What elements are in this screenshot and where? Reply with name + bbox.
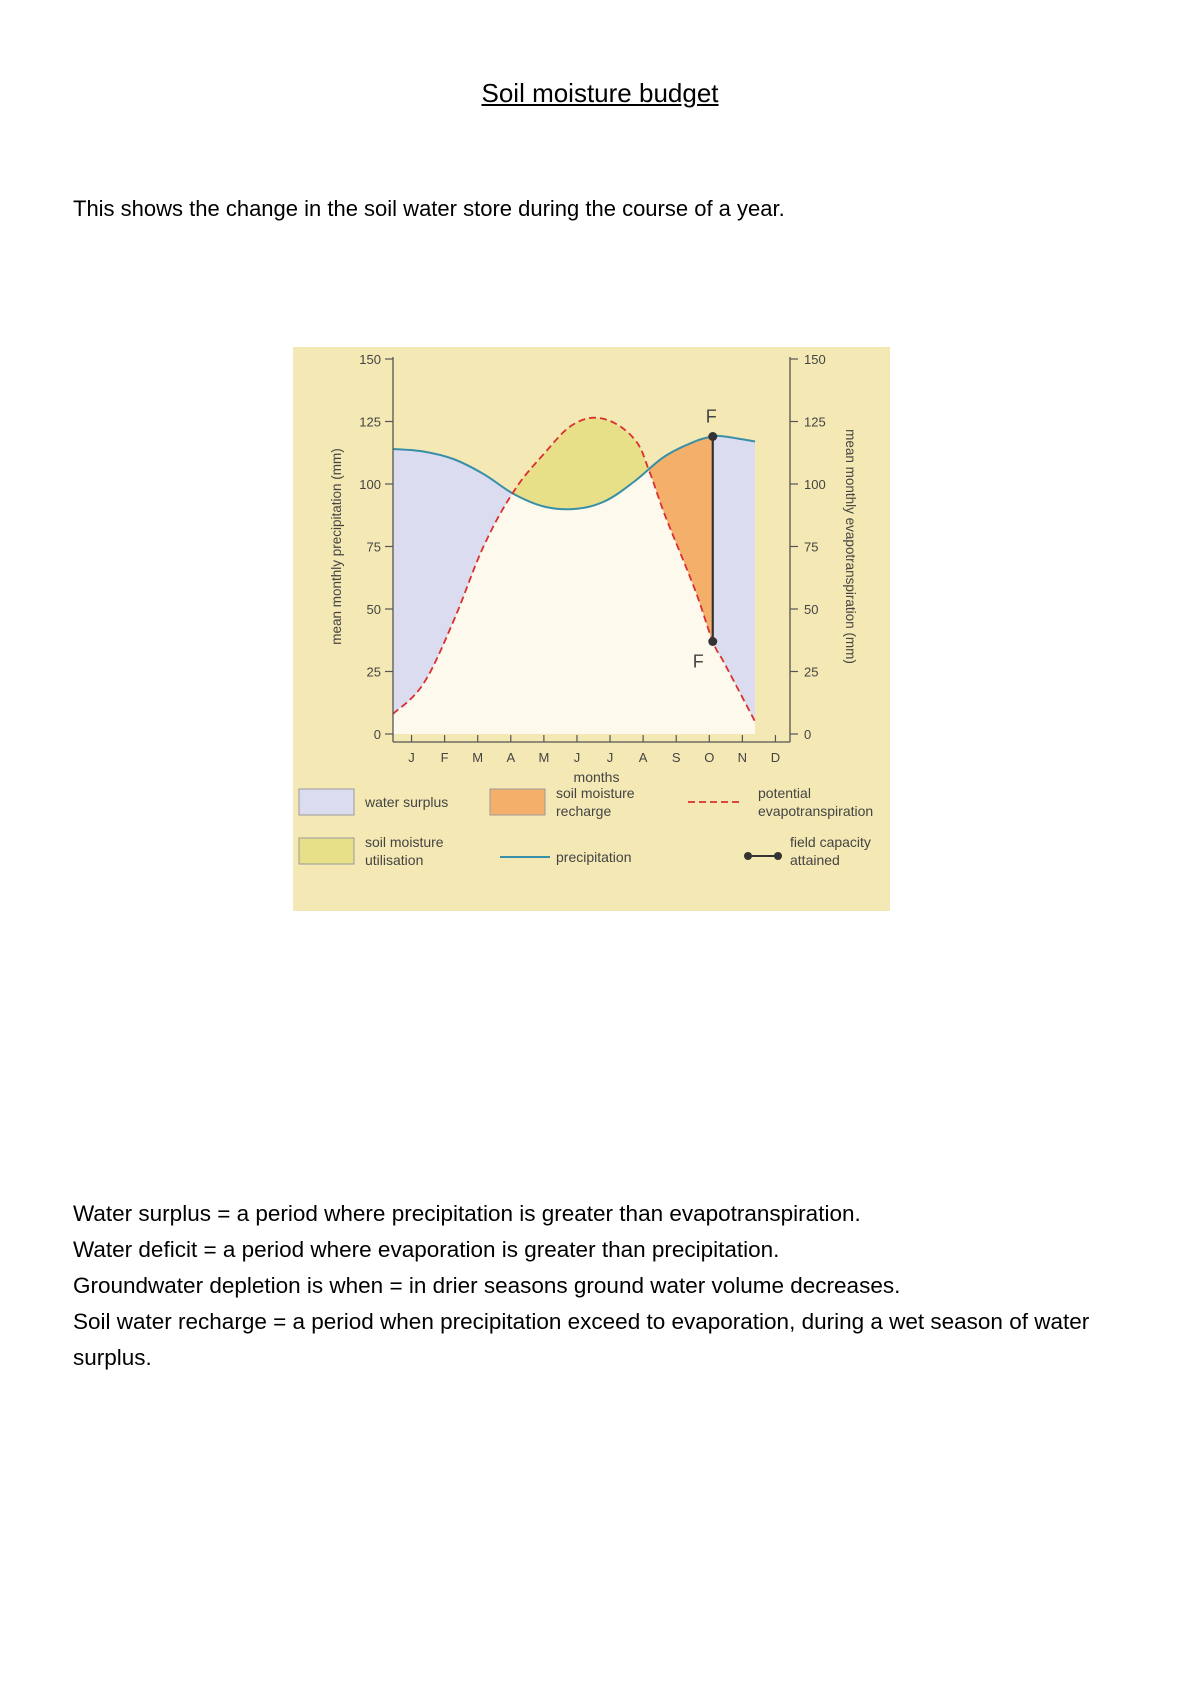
month-label: J [606, 750, 614, 765]
month-label: F [440, 750, 449, 765]
y-axis-label-right: mean monthly evapotranspiration (mm) [843, 429, 858, 664]
month-label: J [573, 750, 581, 765]
legend-item-water-surplus [299, 789, 448, 815]
chart-svg [293, 347, 890, 911]
legend-label: precipitation [556, 849, 632, 865]
month-label: M [538, 750, 550, 765]
legend-label: water surplus [365, 794, 449, 810]
legend-item-soil-moisture-recharge [490, 785, 635, 819]
left-tick-label: 100 [359, 477, 381, 492]
legend-label: recharge [556, 803, 612, 819]
definition-soil-water-recharge: Soil water recharge = a period when precipitation exceed to evaporation, during a wet season of water surplus. [73, 1309, 1090, 1370]
legend-item-precipitation [500, 849, 632, 865]
legend-label: attained [790, 852, 840, 868]
right-tick-label: 0 [804, 727, 812, 742]
left-tick-label: 25 [366, 664, 381, 680]
month-label: D [770, 750, 781, 765]
right-tick-label: 50 [804, 602, 819, 617]
definitions-block [73, 1196, 1133, 1376]
soil-moisture-budget-chart [293, 347, 890, 911]
legend-label: evapotranspiration [758, 803, 874, 819]
month-label: S [671, 750, 681, 765]
left-tick-label: 125 [359, 414, 381, 430]
definition-groundwater-depletion: Groundwater depletion is when = in drier seasons ground water volume decreases. [73, 1273, 901, 1298]
legend-label: soil moisture [365, 834, 444, 850]
month-label: M [472, 750, 484, 765]
left-tick-label: 50 [366, 602, 381, 617]
left-tick-label: 75 [366, 539, 381, 555]
legend-swatch-dot [744, 852, 752, 860]
right-tick-label: 75 [804, 539, 819, 555]
intro-text: This shows the change in the soil water store during the course of a year. [73, 196, 785, 221]
legend-label: potential [758, 785, 811, 801]
month-label: N [737, 750, 748, 765]
field-capacity-label-top: F [705, 406, 717, 427]
right-tick-label: 100 [804, 477, 826, 492]
legend-item-soil-moisture-utilisation [299, 834, 444, 868]
legend-swatch-dot [774, 852, 782, 860]
legend-label: utilisation [365, 852, 424, 868]
chart-areas [393, 418, 755, 734]
x-axis-label: months [573, 769, 620, 785]
legend-item-field-capacity-attained [744, 834, 871, 868]
month-label: J [408, 750, 415, 765]
left-tick-label: 0 [373, 727, 381, 742]
legend-item-potential-evapotranspiration [688, 785, 873, 819]
right-tick-label: 150 [804, 352, 826, 367]
legend-swatch [490, 789, 545, 815]
field-capacity-point-bottom [708, 637, 717, 646]
field-capacity-label-bottom: F [692, 651, 704, 672]
legend-swatch [299, 789, 354, 815]
right-tick-label: 125 [804, 414, 826, 430]
right-tick-label: 25 [804, 664, 819, 680]
field-capacity-point-top [708, 432, 717, 441]
month-label: A [638, 750, 648, 765]
month-label: O [704, 750, 715, 765]
page-title: Soil moisture budget [481, 78, 719, 108]
y-axis-label-left: mean monthly precipitation (mm) [329, 448, 344, 645]
definition-water-surplus: Water surplus = a period where precipitation is greater than evapotranspiration. [73, 1201, 861, 1226]
month-label: A [506, 750, 516, 765]
chart-legend [299, 785, 873, 868]
legend-label: field capacity [790, 834, 871, 850]
definition-water-deficit: Water deficit = a period where evaporation is greater than precipitation. [73, 1237, 780, 1262]
legend-swatch [299, 838, 354, 864]
legend-label: soil moisture [556, 785, 635, 801]
left-tick-label: 150 [359, 352, 381, 367]
